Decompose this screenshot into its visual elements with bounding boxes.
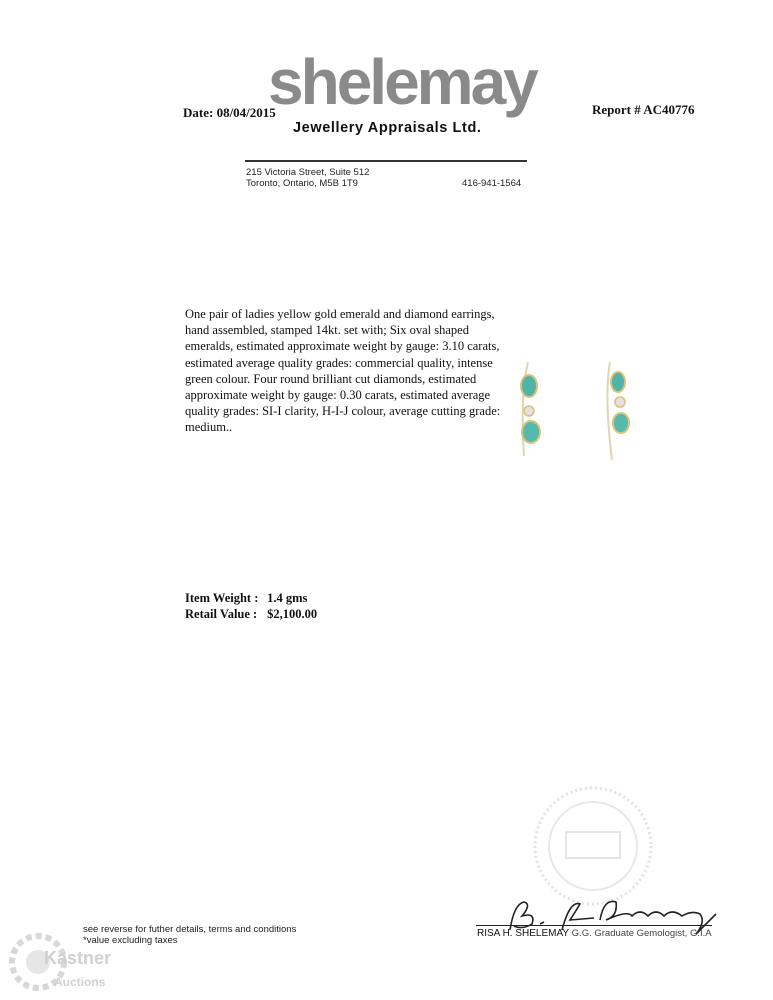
company-phone: 416-941-1564 — [462, 178, 522, 189]
footnote-terms: see reverse for futher details, terms and conditions — [83, 924, 297, 935]
watermark-text-bottom: Auctions — [54, 975, 106, 989]
company-logo — [268, 46, 536, 118]
item-weight-label: Item Weight : — [185, 591, 259, 605]
earrings-photo — [508, 356, 648, 468]
appraisal-date: Date: 08/04/2015 — [183, 105, 276, 120]
auction-watermark-logo — [8, 928, 123, 996]
footnote-taxes: *value excluding taxes — [83, 935, 178, 946]
right-earring — [607, 362, 629, 460]
left-earring — [521, 362, 540, 456]
address-line-1: 215 Victoria Street, Suite 512 — [246, 167, 370, 178]
item-description: One pair of ladies yellow gold emerald and diamond earrings, hand assembled, stamped 14kt. set with; Six oval shaped emeralds, estimated approximate weight by gauge: 3.10 carats, estimated average quality grades: commercial quality, intense green colour. Four round brilliant cut diamonds, estimated approximate weight by gauge: 0.30 carats, estimated average quality grades: SI-I clarity, H-I-J colour, average cutting grade: medium.. — [185, 307, 501, 435]
logo-wordmark: shelemay — [268, 46, 536, 118]
watermark-text-top: Kastner — [44, 948, 112, 968]
signature-line — [476, 925, 712, 926]
report-number: Report # AC40776 — [592, 102, 695, 117]
item-weight-row — [185, 590, 317, 606]
signer-info — [477, 928, 712, 939]
retail-value-label: Retail Value : — [185, 607, 258, 621]
company-name: Jewellery Appraisals Ltd. — [293, 120, 482, 136]
retail-value-value: $2,100.00 — [267, 607, 318, 621]
address-line-2: Toronto, Ontario, M5B 1T9 — [246, 178, 358, 189]
item-weight-value: 1.4 gms — [267, 591, 308, 605]
signer-title: G.G. Graduate Gemologist, G.I.A — [571, 928, 712, 939]
header-divider — [245, 160, 527, 162]
company-address — [246, 167, 369, 189]
retail-value-row — [185, 606, 317, 622]
item-specs — [185, 590, 317, 622]
signer-name: RISA H. SHELEMAY — [477, 928, 569, 939]
